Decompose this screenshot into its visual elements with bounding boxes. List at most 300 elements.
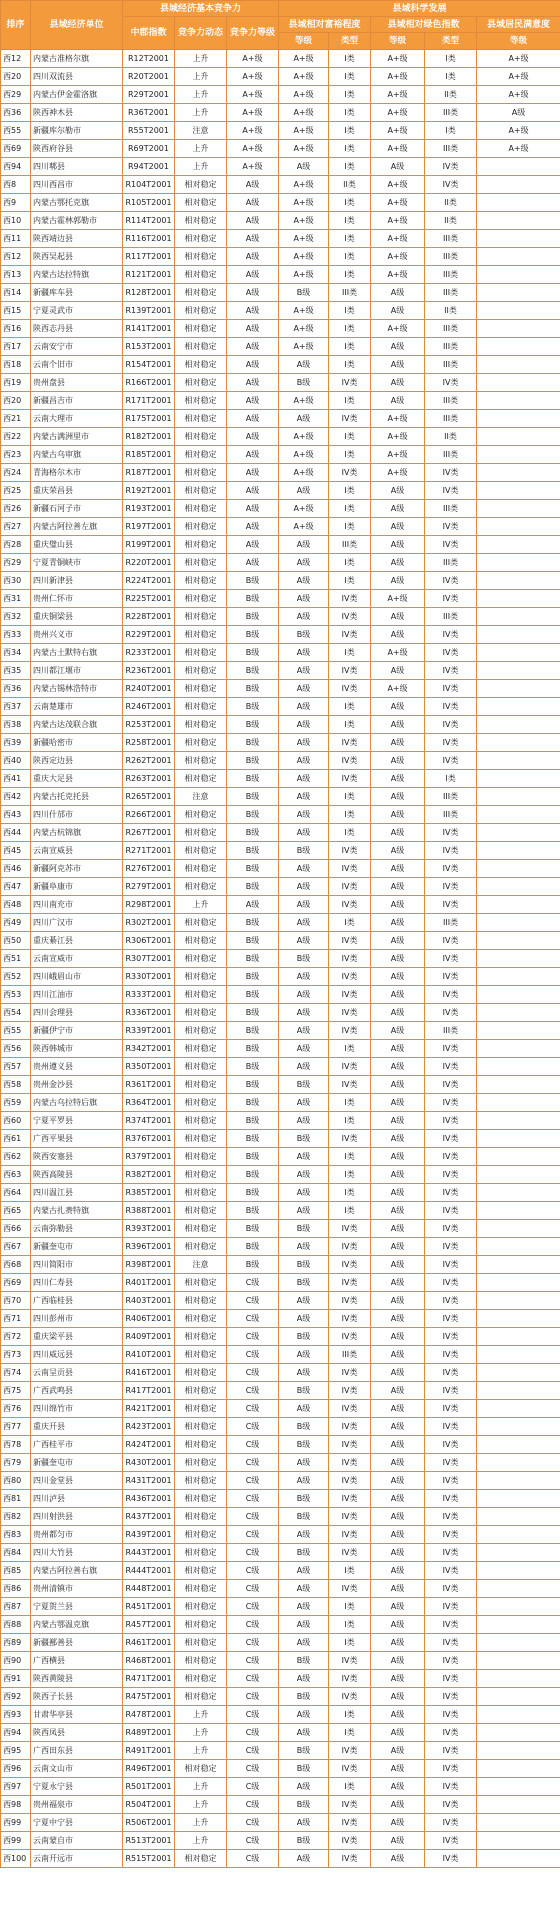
cell-zhongbu-index: R437T2001 — [123, 1508, 175, 1526]
cell-rich-grade: B级 — [279, 374, 329, 392]
cell-unit: 贵州福泉市 — [31, 1796, 123, 1814]
cell-green-grade: A级 — [371, 1274, 425, 1292]
cell-dynamic: 注意 — [175, 1256, 227, 1274]
table-header — [1, 1, 560, 50]
cell-green-type: III类 — [425, 320, 477, 338]
cell-green-type: III类 — [425, 806, 477, 824]
table-row — [1, 968, 560, 986]
cell-dynamic: 相对稳定 — [175, 1058, 227, 1076]
cell-green-grade: A+级 — [371, 680, 425, 698]
cell-rank: 西36 — [1, 680, 31, 698]
cell-satisfaction-grade — [477, 914, 560, 932]
table-row — [1, 1778, 560, 1796]
cell-zhongbu-index: R504T2001 — [123, 1796, 175, 1814]
table-row — [1, 698, 560, 716]
cell-satisfaction-grade — [477, 1130, 560, 1148]
cell-green-grade: A+级 — [371, 410, 425, 428]
cell-rich-type: IV类 — [329, 1400, 371, 1418]
cell-level: B级 — [227, 734, 279, 752]
table-row — [1, 1004, 560, 1022]
cell-level: B级 — [227, 1166, 279, 1184]
cell-unit: 贵州金沙县 — [31, 1076, 123, 1094]
table-row — [1, 1742, 560, 1760]
cell-dynamic: 相对稳定 — [175, 1652, 227, 1670]
cell-dynamic: 相对稳定 — [175, 626, 227, 644]
cell-green-grade: A级 — [371, 392, 425, 410]
table-row — [1, 1760, 560, 1778]
cell-dynamic: 上升 — [175, 1724, 227, 1742]
cell-level: C级 — [227, 1490, 279, 1508]
cell-zhongbu-index: R20T2001 — [123, 68, 175, 86]
cell-rich-type: IV类 — [329, 770, 371, 788]
cell-rich-grade: A级 — [279, 1814, 329, 1832]
table-row — [1, 680, 560, 698]
cell-rank: 西69 — [1, 1274, 31, 1292]
cell-unit: 云南文山市 — [31, 1760, 123, 1778]
cell-zhongbu-index: R154T2001 — [123, 356, 175, 374]
cell-rank: 西82 — [1, 1508, 31, 1526]
cell-green-type: IV类 — [425, 1742, 477, 1760]
cell-green-grade: A级 — [371, 752, 425, 770]
cell-green-type: IV类 — [425, 1508, 477, 1526]
cell-satisfaction-grade — [477, 680, 560, 698]
cell-dynamic: 相对稳定 — [175, 1022, 227, 1040]
cell-green-type: IV类 — [425, 1076, 477, 1094]
cell-green-type: III类 — [425, 392, 477, 410]
cell-satisfaction-grade — [477, 1526, 560, 1544]
cell-rank: 西81 — [1, 1490, 31, 1508]
cell-dynamic: 相对稳定 — [175, 1544, 227, 1562]
cell-zhongbu-index: R416T2001 — [123, 1364, 175, 1382]
cell-rich-type: IV类 — [329, 1274, 371, 1292]
cell-dynamic: 相对稳定 — [175, 1328, 227, 1346]
cell-green-grade: A级 — [371, 1418, 425, 1436]
cell-satisfaction-grade — [477, 1490, 560, 1508]
cell-rich-grade: B级 — [279, 1274, 329, 1292]
table-row — [1, 1454, 560, 1472]
cell-zhongbu-index: R185T2001 — [123, 446, 175, 464]
cell-rank: 西25 — [1, 482, 31, 500]
cell-rank: 西53 — [1, 986, 31, 1004]
cell-rank: 西12 — [1, 248, 31, 266]
cell-green-type: IV类 — [425, 482, 477, 500]
cell-zhongbu-index: R339T2001 — [123, 1022, 175, 1040]
cell-satisfaction-grade — [477, 770, 560, 788]
cell-level: B级 — [227, 914, 279, 932]
cell-dynamic: 相对稳定 — [175, 1292, 227, 1310]
cell-satisfaction-grade — [477, 1814, 560, 1832]
cell-rich-grade: A+级 — [279, 302, 329, 320]
cell-green-grade: A级 — [371, 1238, 425, 1256]
cell-rank: 西22 — [1, 428, 31, 446]
table-row — [1, 464, 560, 482]
table-row — [1, 1112, 560, 1130]
cell-unit: 四川温江县 — [31, 1184, 123, 1202]
cell-dynamic: 相对稳定 — [175, 1040, 227, 1058]
cell-green-type: IV类 — [425, 1238, 477, 1256]
cell-zhongbu-index: R220T2001 — [123, 554, 175, 572]
cell-zhongbu-index: R496T2001 — [123, 1760, 175, 1778]
cell-green-grade: A+级 — [371, 122, 425, 140]
cell-unit: 云南开远市 — [31, 1850, 123, 1868]
cell-dynamic: 上升 — [175, 1832, 227, 1850]
cell-level: A级 — [227, 230, 279, 248]
cell-green-grade: A级 — [371, 698, 425, 716]
cell-zhongbu-index: R236T2001 — [123, 662, 175, 680]
cell-rich-grade: A+级 — [279, 266, 329, 284]
cell-level: B级 — [227, 860, 279, 878]
cell-rich-grade: A+级 — [279, 50, 329, 68]
cell-green-type: IV类 — [425, 932, 477, 950]
cell-level: C级 — [227, 1778, 279, 1796]
cell-zhongbu-index: R506T2001 — [123, 1814, 175, 1832]
cell-rich-grade: A级 — [279, 1526, 329, 1544]
cell-level: B级 — [227, 752, 279, 770]
table-row — [1, 1490, 560, 1508]
table-row — [1, 806, 560, 824]
cell-green-grade: A+级 — [371, 176, 425, 194]
cell-green-grade: A级 — [371, 986, 425, 1004]
cell-level: C级 — [227, 1346, 279, 1364]
cell-rich-grade: A+级 — [279, 194, 329, 212]
cell-green-type: I类 — [425, 770, 477, 788]
cell-unit: 云南蒙自市 — [31, 1832, 123, 1850]
cell-rich-type: IV类 — [329, 1454, 371, 1472]
cell-level: C级 — [227, 1616, 279, 1634]
cell-green-grade: A+级 — [371, 446, 425, 464]
cell-rank: 西18 — [1, 356, 31, 374]
cell-dynamic: 相对稳定 — [175, 1580, 227, 1598]
cell-level: A级 — [227, 176, 279, 194]
cell-rich-grade: A级 — [279, 1346, 329, 1364]
table-row — [1, 338, 560, 356]
cell-zhongbu-index: R55T2001 — [123, 122, 175, 140]
cell-satisfaction-grade: A+级 — [477, 86, 560, 104]
cell-green-grade: A级 — [371, 1670, 425, 1688]
cell-green-grade: A级 — [371, 1526, 425, 1544]
cell-zhongbu-index: R263T2001 — [123, 770, 175, 788]
cell-rich-type: IV类 — [329, 968, 371, 986]
cell-dynamic: 相对稳定 — [175, 194, 227, 212]
cell-dynamic: 相对稳定 — [175, 1634, 227, 1652]
cell-rank: 西77 — [1, 1418, 31, 1436]
cell-zhongbu-index: R224T2001 — [123, 572, 175, 590]
cell-level: A级 — [227, 554, 279, 572]
cell-satisfaction-grade: A+级 — [477, 122, 560, 140]
cell-dynamic: 相对稳定 — [175, 1148, 227, 1166]
cell-dynamic: 相对稳定 — [175, 1310, 227, 1328]
cell-rank: 西33 — [1, 626, 31, 644]
cell-rank: 西55 — [1, 1022, 31, 1040]
table-row — [1, 1292, 560, 1310]
table-row — [1, 914, 560, 932]
table-row — [1, 212, 560, 230]
cell-zhongbu-index: R489T2001 — [123, 1724, 175, 1742]
cell-rich-type: IV类 — [329, 1742, 371, 1760]
cell-satisfaction-grade — [477, 1310, 560, 1328]
cell-rank: 西69 — [1, 140, 31, 158]
cell-green-grade: A级 — [371, 932, 425, 950]
cell-rich-grade: A级 — [279, 878, 329, 896]
cell-rich-grade: B级 — [279, 1688, 329, 1706]
cell-level: B级 — [227, 842, 279, 860]
cell-unit: 贵州兴义市 — [31, 626, 123, 644]
cell-green-type: IV类 — [425, 1184, 477, 1202]
cell-green-grade: A级 — [371, 1454, 425, 1472]
cell-zhongbu-index: R468T2001 — [123, 1652, 175, 1670]
cell-rich-type: IV类 — [329, 590, 371, 608]
cell-rich-grade: A级 — [279, 1094, 329, 1112]
table-row — [1, 1814, 560, 1832]
cell-rich-grade: A级 — [279, 572, 329, 590]
table-row — [1, 932, 560, 950]
cell-rich-grade: A+级 — [279, 392, 329, 410]
cell-rank: 西9 — [1, 194, 31, 212]
cell-satisfaction-grade — [477, 1454, 560, 1472]
cell-zhongbu-index: R258T2001 — [123, 734, 175, 752]
cell-green-grade: A级 — [371, 896, 425, 914]
cell-dynamic: 相对稳定 — [175, 1238, 227, 1256]
cell-rank: 西39 — [1, 734, 31, 752]
cell-level: C级 — [227, 1688, 279, 1706]
cell-level: B级 — [227, 1094, 279, 1112]
cell-rich-type: IV类 — [329, 410, 371, 428]
cell-dynamic: 相对稳定 — [175, 806, 227, 824]
cell-rank: 西59 — [1, 1094, 31, 1112]
cell-unit: 内蒙古乌拉特后旗 — [31, 1094, 123, 1112]
cell-zhongbu-index: R388T2001 — [123, 1202, 175, 1220]
cell-green-grade: A级 — [371, 572, 425, 590]
cell-zhongbu-index: R298T2001 — [123, 896, 175, 914]
cell-rich-type: IV类 — [329, 1580, 371, 1598]
cell-rich-grade: B级 — [279, 626, 329, 644]
table-row — [1, 734, 560, 752]
cell-rich-grade: A级 — [279, 590, 329, 608]
cell-dynamic: 相对稳定 — [175, 500, 227, 518]
cell-green-grade: A级 — [371, 1724, 425, 1742]
cell-zhongbu-index: R475T2001 — [123, 1688, 175, 1706]
cell-satisfaction-grade — [477, 1472, 560, 1490]
cell-rich-type: I类 — [329, 1706, 371, 1724]
cell-satisfaction-grade — [477, 1778, 560, 1796]
table-row — [1, 860, 560, 878]
cell-rich-type: IV类 — [329, 1058, 371, 1076]
cell-rank: 西52 — [1, 968, 31, 986]
cell-satisfaction-grade — [477, 1760, 560, 1778]
cell-satisfaction-grade — [477, 1652, 560, 1670]
cell-satisfaction-grade — [477, 1292, 560, 1310]
cell-rich-type: I类 — [329, 320, 371, 338]
cell-level: A级 — [227, 194, 279, 212]
cell-rich-type: I类 — [329, 104, 371, 122]
table-row — [1, 1580, 560, 1598]
cell-dynamic: 上升 — [175, 50, 227, 68]
cell-zhongbu-index: R471T2001 — [123, 1670, 175, 1688]
cell-rich-grade: A+级 — [279, 176, 329, 194]
cell-dynamic: 相对稳定 — [175, 1472, 227, 1490]
cell-dynamic: 上升 — [175, 68, 227, 86]
table-row — [1, 752, 560, 770]
cell-dynamic: 相对稳定 — [175, 1184, 227, 1202]
cell-satisfaction-grade — [477, 1544, 560, 1562]
cell-green-type: IV类 — [425, 1526, 477, 1544]
cell-rich-type: I类 — [329, 428, 371, 446]
cell-green-type: III类 — [425, 104, 477, 122]
cell-dynamic: 相对稳定 — [175, 1220, 227, 1238]
cell-rank: 西93 — [1, 1706, 31, 1724]
cell-green-grade: A级 — [371, 734, 425, 752]
table-row — [1, 1724, 560, 1742]
table-row — [1, 392, 560, 410]
cell-dynamic: 相对稳定 — [175, 176, 227, 194]
cell-satisfaction-grade — [477, 860, 560, 878]
cell-green-type: IV类 — [425, 1346, 477, 1364]
cell-rich-grade: B级 — [279, 1418, 329, 1436]
cell-rank: 西58 — [1, 1076, 31, 1094]
cell-level: A级 — [227, 896, 279, 914]
cell-zhongbu-index: R406T2001 — [123, 1310, 175, 1328]
cell-level: A+级 — [227, 140, 279, 158]
cell-rank: 西12 — [1, 50, 31, 68]
cell-rich-type: IV类 — [329, 896, 371, 914]
cell-rich-grade: A级 — [279, 1400, 329, 1418]
cell-rank: 西83 — [1, 1526, 31, 1544]
cell-zhongbu-index: R114T2001 — [123, 212, 175, 230]
cell-rank: 西87 — [1, 1598, 31, 1616]
cell-satisfaction-grade — [477, 1562, 560, 1580]
cell-level: C级 — [227, 1742, 279, 1760]
cell-unit: 新疆鄯善县 — [31, 1634, 123, 1652]
cell-green-grade: A+级 — [371, 104, 425, 122]
cell-rich-type: IV类 — [329, 1382, 371, 1400]
cell-rank: 西71 — [1, 1310, 31, 1328]
cell-zhongbu-index: R276T2001 — [123, 860, 175, 878]
cell-green-type: III类 — [425, 608, 477, 626]
cell-level: A级 — [227, 536, 279, 554]
cell-unit: 重庆铜梁县 — [31, 608, 123, 626]
cell-satisfaction-grade — [477, 1238, 560, 1256]
cell-green-type: III类 — [425, 554, 477, 572]
cell-rich-grade: B级 — [279, 1220, 329, 1238]
cell-zhongbu-index: R266T2001 — [123, 806, 175, 824]
cell-satisfaction-grade — [477, 500, 560, 518]
header-dynamic: 竞争力动态 — [175, 17, 227, 50]
cell-satisfaction-grade — [477, 662, 560, 680]
cell-rich-type: IV类 — [329, 662, 371, 680]
header-zhongbu-index: 中郡指数 — [123, 17, 175, 50]
cell-unit: 四川绵竹市 — [31, 1400, 123, 1418]
cell-zhongbu-index: R342T2001 — [123, 1040, 175, 1058]
cell-level: A级 — [227, 410, 279, 428]
cell-dynamic: 相对稳定 — [175, 1508, 227, 1526]
cell-dynamic: 相对稳定 — [175, 1436, 227, 1454]
cell-dynamic: 相对稳定 — [175, 1112, 227, 1130]
cell-green-type: IV类 — [425, 698, 477, 716]
cell-level: B级 — [227, 662, 279, 680]
cell-zhongbu-index: R229T2001 — [123, 626, 175, 644]
cell-level: B级 — [227, 878, 279, 896]
cell-unit: 陕西子长县 — [31, 1688, 123, 1706]
cell-level: C级 — [227, 1382, 279, 1400]
cell-green-grade: A级 — [371, 1004, 425, 1022]
cell-rich-type: IV类 — [329, 752, 371, 770]
table-row — [1, 1688, 560, 1706]
cell-rich-type: IV类 — [329, 878, 371, 896]
cell-zhongbu-index: R401T2001 — [123, 1274, 175, 1292]
table-row — [1, 518, 560, 536]
cell-unit: 陕西吴起县 — [31, 248, 123, 266]
cell-unit: 新疆石河子市 — [31, 500, 123, 518]
cell-level: A级 — [227, 500, 279, 518]
cell-green-grade: A级 — [371, 824, 425, 842]
cell-dynamic: 相对稳定 — [175, 932, 227, 950]
cell-rank: 西47 — [1, 878, 31, 896]
cell-unit: 内蒙古阿拉善左旗 — [31, 518, 123, 536]
cell-dynamic: 相对稳定 — [175, 842, 227, 860]
cell-rich-grade: A+级 — [279, 230, 329, 248]
table-row — [1, 788, 560, 806]
cell-zhongbu-index: R443T2001 — [123, 1544, 175, 1562]
cell-zhongbu-index: R448T2001 — [123, 1580, 175, 1598]
cell-green-grade: A级 — [371, 1310, 425, 1328]
cell-rank: 西26 — [1, 500, 31, 518]
cell-rich-type: IV类 — [329, 1004, 371, 1022]
cell-zhongbu-index: R302T2001 — [123, 914, 175, 932]
cell-rich-type: IV类 — [329, 1292, 371, 1310]
cell-green-grade: A级 — [371, 1436, 425, 1454]
table-row — [1, 1328, 560, 1346]
cell-rank: 西48 — [1, 896, 31, 914]
table-row — [1, 608, 560, 626]
cell-green-type: IV类 — [425, 896, 477, 914]
cell-zhongbu-index: R398T2001 — [123, 1256, 175, 1274]
cell-green-type: II类 — [425, 86, 477, 104]
cell-dynamic: 相对稳定 — [175, 1526, 227, 1544]
cell-satisfaction-grade — [477, 842, 560, 860]
cell-level: B级 — [227, 1202, 279, 1220]
cell-green-type: IV类 — [425, 662, 477, 680]
cell-satisfaction-grade — [477, 734, 560, 752]
cell-unit: 内蒙古土默特右旗 — [31, 644, 123, 662]
cell-rich-grade: B级 — [279, 1832, 329, 1850]
cell-unit: 贵州清镇市 — [31, 1580, 123, 1598]
cell-rich-grade: A级 — [279, 1616, 329, 1634]
cell-rich-type: I类 — [329, 500, 371, 518]
cell-rich-grade: A级 — [279, 968, 329, 986]
cell-zhongbu-index: R385T2001 — [123, 1184, 175, 1202]
cell-green-grade: A级 — [371, 806, 425, 824]
cell-level: A级 — [227, 248, 279, 266]
cell-rich-type: IV类 — [329, 608, 371, 626]
cell-green-grade: A级 — [371, 1112, 425, 1130]
cell-satisfaction-grade — [477, 752, 560, 770]
cell-green-grade: A级 — [371, 1508, 425, 1526]
cell-rich-grade: A+级 — [279, 122, 329, 140]
cell-level: B级 — [227, 824, 279, 842]
cell-green-type: IV类 — [425, 1382, 477, 1400]
cell-unit: 内蒙古扎赉特旗 — [31, 1202, 123, 1220]
table-row — [1, 1598, 560, 1616]
cell-rich-type: IV类 — [329, 860, 371, 878]
cell-rich-type: I类 — [329, 446, 371, 464]
cell-rich-type: I类 — [329, 248, 371, 266]
cell-satisfaction-grade — [477, 1166, 560, 1184]
cell-green-type: I类 — [425, 68, 477, 86]
cell-unit: 四川简阳市 — [31, 1256, 123, 1274]
cell-dynamic: 相对稳定 — [175, 680, 227, 698]
table-row — [1, 482, 560, 500]
cell-rich-grade: B级 — [279, 284, 329, 302]
